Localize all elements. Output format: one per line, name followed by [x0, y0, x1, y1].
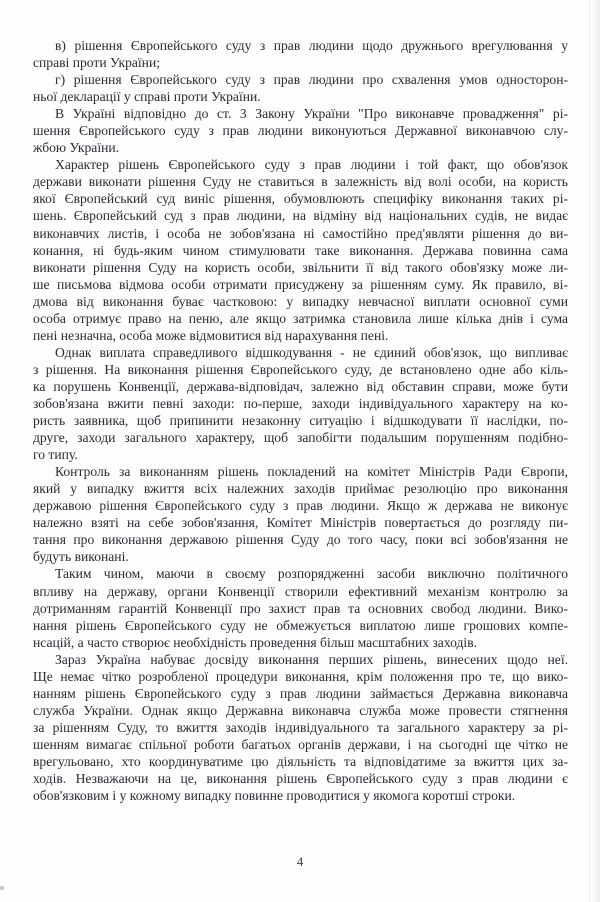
text-line: Зараз Україна набуває досвіду виконання перших рішень, винесених щодо неї.: [55, 651, 568, 667]
text-line: пені незначна, особа може відмовитися від нарахування пені.: [33, 327, 389, 343]
text-line: шенням вимагає спільної роботи багатьох органів держави, і на сьогодні ще чітко не: [33, 736, 568, 752]
text-line: В Україні відповідно до ст. 3 Закону України "Про виконавче провадження" рі-: [55, 106, 568, 122]
text-line: який у випадку вжиття всіх належних заходів приймає резолюцію про виконання: [33, 481, 568, 497]
text-line: якої Європейський суд виніс рішення, обумовлюють специфіку виконання таких рі-: [33, 191, 568, 207]
text-line: шення Європейського суду з прав людини виконуються Державної виконавчою слу-: [33, 123, 568, 139]
text-line: ка порушень Конвенції, держава-відповідач, залежно від обставин справи, може бути: [33, 378, 568, 394]
text-line: конання, ні будь-яким чином стимулювати таке виконання. Держава повинна сама: [33, 242, 568, 258]
text-line: належно взяті на себе зобов'язання, Комітет Міністрів повертається до розгляду пи-: [33, 515, 568, 531]
text-line: справі проти України;: [33, 55, 161, 71]
text-line: державою рішення Європейського суду з прав людини. Якщо ж держава не виконує: [33, 498, 568, 514]
text-line: ходів. Незважаючи на це, виконання рішень Європейського суду з прав людини є: [33, 771, 568, 787]
text-line: виконавчих листів, і особа не зобов'язана ні самостійно пред'являти рішення до ви-: [33, 225, 568, 241]
text-line: ше письмова відмова особи отримати присуджену за рішенням суму. Як правило, ві-: [33, 276, 568, 292]
paragraph-political-influence: [33, 565, 568, 650]
paragraph-enforcement-service: [33, 105, 568, 156]
paragraph-ukraine-experience: [33, 651, 568, 804]
text-line: дмова від виконання буває частковою: у випадку невчасної виплати основної суми: [33, 293, 568, 309]
body-text: [33, 37, 568, 804]
page-number: 4: [296, 854, 304, 869]
text-line: Таким чином, маючи в своєму розпорядженні засоби виключно політичного: [55, 566, 568, 582]
text-line: впливу на державу, органи Конвенції створили ефективний механізм контролю за: [33, 583, 568, 599]
text-line: за рішенням Суду, то вжиття заходів індивідуального та загального характеру за рі-: [33, 719, 568, 735]
text-line: Контроль за виконанням рішень покладений на комітет Міністрів Ради Європи,: [55, 464, 568, 480]
text-line: нанням рішень Європейського суду з прав людини займається Державна виконавча: [33, 685, 568, 701]
text-line: обов'язковим і у кожному випадку повинне проводитися у якомога коротші строки.: [33, 788, 516, 804]
text-line: Однак виплата справедливого відшкодування - не єдиний обов'язок, що випливає: [55, 344, 568, 360]
text-line: врегульовано, хто координуватиме цю діяльність та відповідатиме за вжиття цих за-: [33, 753, 568, 769]
text-line: шень. Європейський суд з прав людини, на відміну від національних судів, не видає: [33, 208, 568, 224]
page-edge-shadow: [589, 0, 600, 902]
text-line: нання рішень Європейського суду не обмежується виплатою лише грошових компе-: [33, 617, 568, 633]
text-line: нсацій, а часто створює необхідність проведення більш масштабних заходів.: [33, 634, 478, 650]
text-line: го типу.: [33, 447, 78, 463]
text-line: будуть виконані.: [33, 549, 129, 565]
text-line: жбою України.: [33, 140, 120, 156]
text-line: друге, заходи загального характеру, щоб запобігти подальшим порушенням подібно-: [33, 430, 568, 446]
text-line: держави виконати рішення Суду не ставиться в залежність від волі особи, на користь: [33, 174, 568, 190]
text-line: г) рішення Європейського суду з прав людини про схвалення умов односторон-: [55, 72, 568, 88]
text-line: в) рішення Європейського суду з прав людини щодо дружнього врегулювання у: [55, 38, 568, 53]
paragraph-item-v: [33, 37, 568, 71]
paragraph-just-satisfaction: [33, 344, 568, 463]
text-line: особа отримує право на пеню, але якщо затримка становила лише кілька днів і сума: [33, 310, 568, 326]
paragraph-committee-of-ministers: [33, 463, 568, 565]
text-line: Характер рішень Європейського суду з прав людини і той факт, що обов'язок: [55, 157, 568, 173]
text-line: виконати рішення Суду на користь особи, звільнити її від такого обов'язку може ли-: [33, 259, 568, 275]
text-line: тання про виконання державою рішення Суду до того часу, поки всі зобов'язання не: [33, 532, 568, 548]
paragraph-nature-of-judgments: [33, 156, 568, 344]
text-line: Ще немає чітко розробленої процедури виконання, крім положення про те, що вико-: [33, 668, 568, 684]
text-line: служба України. Однак якщо Державна виконавча служба може провести стягнення: [33, 702, 568, 718]
text-line: ристь заявника, щоб припинити незаконну ситуацію і відшкодувати її наслідки, по-: [33, 413, 568, 429]
text-line: ньої декларації у справі проти України.: [33, 89, 261, 105]
text-line: з рішення. На виконання рішення Європейського суду, де встановлено одне або кіль-: [33, 361, 568, 377]
scan-artifact-mark: [0, 886, 4, 890]
text-line: зобов'язана вжити певні заходи: по-перше, заходи індивідуального характеру на ко-: [33, 395, 568, 411]
text-line: дотриманням гарантій Конвенції про захист прав та основних свобод людини. Вико-: [33, 600, 568, 616]
paragraph-item-g: [33, 71, 568, 105]
